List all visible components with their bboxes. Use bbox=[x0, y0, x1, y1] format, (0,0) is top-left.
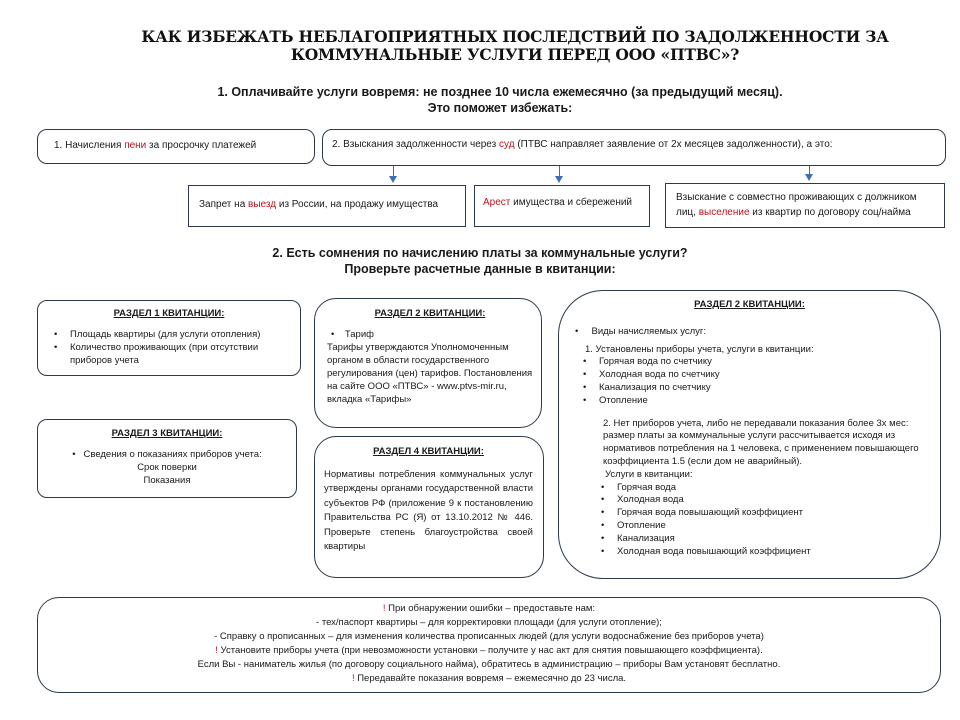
consequence-text: Взыскание с совместно проживающих с должником лиц, bbox=[676, 192, 917, 218]
razdel2-services-header: РАЗДЕЛ 2 КВИТАНЦИИ: bbox=[694, 299, 805, 310]
services-bullet-text: Виды начисляемых услуг: bbox=[591, 325, 707, 337]
consequence-accent: Арест bbox=[483, 197, 511, 208]
tariff-description: Тарифы утверждаются Уполномоченным органом в области государственного регулирования (цен) тарифов. Постановления на сайте ООО «ПТВС» - www.ptvs-mir.ru, вкладка «Тарифы» bbox=[327, 342, 533, 405]
case2-text: 2. Нет приборов учета, либо не передавали показания более 3х мес: размер платы за коммунальные услуги рассчитывается исходя из нормативов потребления на 1 человека, с применением повышающего коэффициента 1.5 (если дом не аварийный). bbox=[603, 417, 919, 467]
razdel2-tariff-box bbox=[314, 298, 542, 428]
penalty-box bbox=[37, 129, 315, 164]
court-accent: суд bbox=[499, 139, 515, 150]
consequence-accent: выезд bbox=[248, 199, 277, 210]
court-text-post: (ПТВС направляет заявление от 2х месяцев задолженности), а это: bbox=[514, 139, 833, 150]
consequence-text: Запрет на bbox=[199, 199, 249, 210]
notice-box bbox=[37, 597, 941, 693]
tariff-bullet-text: Тариф bbox=[344, 329, 374, 340]
consequence-box-travel-ban bbox=[188, 185, 466, 227]
razdel4-description: Нормативы потребления коммунальных услуг утверждены органами государственной власти субъектов РФ (приложение 9 к постановлению Правительства РС (Я) от 13.10.2012 № 446. Проверьте степень благоустройства своей квартиры bbox=[324, 468, 533, 552]
penalty-text-pre: 1. Начисления bbox=[54, 140, 125, 151]
case2-list bbox=[571, 482, 928, 559]
razdel3-bullet: • Сведения о показаниях приборов учета: bbox=[72, 449, 262, 460]
list-item: • Отопление bbox=[599, 395, 928, 408]
razdel2-services-box bbox=[558, 290, 941, 579]
razdel1-header: РАЗДЕЛ 1 КВИТАНЦИИ: bbox=[113, 308, 225, 319]
consequence-text: имущества и сбережений bbox=[510, 197, 633, 208]
section1-heading-line2: Это поможет избежать: bbox=[427, 101, 573, 115]
court-box bbox=[322, 129, 946, 166]
list-item: • Количество проживающих (при отсутствии приборов учета bbox=[70, 341, 292, 367]
razdel4-header: РАЗДЕЛ 4 КВИТАНЦИИ: bbox=[373, 446, 484, 457]
consequence-text: из России, на продажу имущества bbox=[276, 199, 439, 210]
title-line-1: КАК ИЗБЕЖАТЬ НЕБЛАГОПРИЯТНЫХ ПОСЛЕДСТВИЙ ПО ЗАДОЛЖЕННОСТИ ЗА bbox=[141, 27, 889, 46]
notice-line bbox=[48, 602, 930, 616]
notice-line: - Справку о прописанных – для изменения количества прописанных людей (для услуги водоснабжение без приборов учета) bbox=[214, 631, 764, 642]
list-item: • Холодная вода повышающий коэффициент bbox=[617, 546, 928, 559]
consequence-box-arrest bbox=[474, 185, 650, 227]
services-bullet: • Виды начисляемых услуг: bbox=[575, 325, 707, 337]
list-item: • Горячая вода bbox=[617, 482, 928, 495]
list-item: • Канализация bbox=[617, 533, 928, 546]
list-item: • Площадь квартиры (для услуги отопления) bbox=[70, 328, 292, 341]
section1-heading bbox=[150, 84, 850, 116]
court-text-pre: 2. Взыскания задолженности через bbox=[332, 139, 500, 150]
razdel4-box bbox=[314, 436, 544, 578]
case1-title: 1. Установлены приборы учета, услуги в квитанции: bbox=[585, 343, 814, 355]
section2-heading bbox=[180, 245, 780, 277]
exclamation-icon: ! bbox=[382, 603, 386, 614]
section2-heading-line1: 2. Есть сомнения по начислению платы за коммунальные услуги? bbox=[272, 246, 688, 260]
arrow-down-icon bbox=[809, 166, 810, 177]
list-item: • Горячая вода по счетчику bbox=[599, 356, 928, 369]
consequence-text: из квартир по договору соц/найма bbox=[749, 207, 911, 218]
notice-line bbox=[48, 672, 930, 686]
arrow-down-icon bbox=[559, 166, 560, 179]
arrow-down-icon bbox=[393, 166, 394, 179]
section2-heading-line2: Проверьте расчетные данные в квитанции: bbox=[344, 262, 616, 276]
notice-text: Установите приборы учета (при невозможности установки – получите у нас акт для снятия повышающего коэффициента). bbox=[217, 645, 763, 656]
title-line-2: КОММУНАЛЬНЫЕ УСЛУГИ ПЕРЕД ООО «ПТВС»? bbox=[290, 45, 740, 64]
notice-text: При обнаружении ошибки – предоставьте нам: bbox=[385, 603, 596, 614]
razdel1-list bbox=[46, 328, 292, 367]
razdel3-bullet-text: Сведения о показаниях приборов учета: bbox=[83, 449, 262, 460]
tariff-bullet: • Тариф bbox=[331, 329, 374, 340]
notice-line: Если Вы - наниматель жилья (по договору социального найма), обратитесь в администрацию – приборы Вам установят бесплатно. bbox=[197, 659, 781, 670]
consequence-box-eviction bbox=[665, 183, 945, 228]
razdel3-header: РАЗДЕЛ 3 КВИТАНЦИИ: bbox=[111, 428, 223, 439]
notice-line bbox=[48, 644, 930, 658]
list-item: • Отопление bbox=[617, 520, 928, 533]
case2-subtitle: Услуги в квитанции: bbox=[605, 468, 693, 480]
list-item: • Холодная вода по счетчику bbox=[599, 369, 928, 382]
razdel1-box bbox=[37, 300, 301, 376]
razdel3-box bbox=[37, 419, 297, 498]
consequence-accent: выселение bbox=[698, 207, 750, 218]
list-item: • Горячая вода повышающий коэффициент bbox=[617, 507, 928, 520]
razdel2-tariff-header: РАЗДЕЛ 2 КВИТАНЦИИ: bbox=[374, 308, 486, 319]
page-title bbox=[130, 28, 900, 64]
penalty-text-post: за просрочку платежей bbox=[146, 140, 257, 151]
section1-heading-line1: 1. Оплачивайте услуги вовремя: не позднее 10 числа ежемесячно (за предыдущий месяц). bbox=[217, 85, 783, 99]
list-item: • Холодная вода bbox=[617, 494, 928, 507]
notice-text: Передавайте показания вовремя – ежемесячно до 23 числа. bbox=[354, 673, 627, 684]
notice-line: - тех/паспорт квартиры – для корректировки площади (для услуги отопление); bbox=[316, 617, 662, 628]
razdel3-line: Срок поверки bbox=[137, 462, 197, 473]
exclamation-icon: ! bbox=[215, 645, 218, 656]
razdel3-line: Показания bbox=[143, 475, 191, 486]
exclamation-icon: ! bbox=[351, 673, 355, 684]
penalty-accent: пени bbox=[124, 140, 147, 151]
list-item: • Канализация по счетчику bbox=[599, 382, 928, 395]
case1-list bbox=[571, 356, 928, 407]
